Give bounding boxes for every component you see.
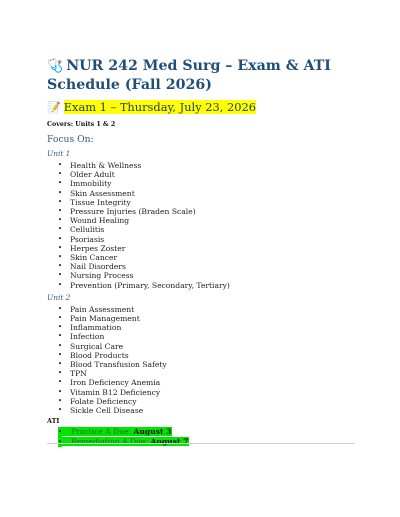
list-item: • Iron Deficiency Anemia [47,378,354,387]
title-text: NUR 242 Med Surg – Exam & ATI Schedule (Fall 2026) [47,58,331,93]
bullet-icon: • [58,428,63,437]
list-item: • Vitamin B12 Deficiency [47,388,354,397]
stethoscope-icon: 🩺 [47,59,64,74]
list-item: • Psoriasis [47,235,354,244]
unit-1-list [47,161,354,290]
list-item: • Nursing Process [47,271,354,280]
ati-highlight [58,437,189,447]
list-item: • Blood Transfusion Safety [47,360,354,369]
ati-item [47,427,354,437]
list-item: • Tissue Integrity [47,198,354,207]
list-item: • Older Adult [47,170,354,179]
list-item: • Inflammation [47,323,354,332]
list-item: • Skin Assessment [47,189,354,198]
list-item: • Pressure Injuries (Braden Scale) [47,207,354,216]
ati-list [47,427,354,447]
list-item: • TPN [47,369,354,378]
bullet-icon: • [58,438,63,447]
ati-item-date: August 7 [150,437,189,447]
document-title [47,57,354,94]
divider [47,443,354,444]
list-item: • Pain Management [47,314,354,323]
list-item: • Surgical Care [47,342,354,351]
ati-item-date: August 3 [133,427,172,437]
memo-icon: 📝 [47,101,61,114]
list-item: • Infection [47,332,354,341]
list-item: • Nail Disorders [47,262,354,271]
covers-text: Covers: Units 1 & 2 [47,121,116,128]
unit-2-list [47,305,354,415]
document-page [47,57,354,447]
list-item: • Wound Healing [47,216,354,225]
ati-highlight [58,427,172,437]
ati-heading: ATI [47,417,60,426]
list-item: • Prevention (Primary, Secondary, Tertiary) [47,281,354,290]
ati-item-label: Remediation A Due: [71,437,149,447]
list-item: • Skin Cancer [47,253,354,262]
focus-heading: Focus On: [47,134,94,145]
list-item: • Immobility [47,179,354,188]
list-item: • Cellulitis [47,225,354,234]
list-item: • Blood Products [47,351,354,360]
list-item: • Folate Deficiency [47,397,354,406]
list-item: • Health & Wellness [47,161,354,170]
exam-heading [47,100,354,115]
unit-1-label: Unit 1 [47,149,71,158]
unit-2-label: Unit 2 [47,292,71,302]
exam-heading-text: Exam 1 – Thursday, July 23, 2026 [63,100,256,114]
list-item: • Pain Assessment [47,305,354,314]
list-item: • Herpes Zoster [47,244,354,253]
list-item: • Sickle Cell Disease [47,406,354,415]
ati-item-label: Practice A Due: [71,427,132,437]
